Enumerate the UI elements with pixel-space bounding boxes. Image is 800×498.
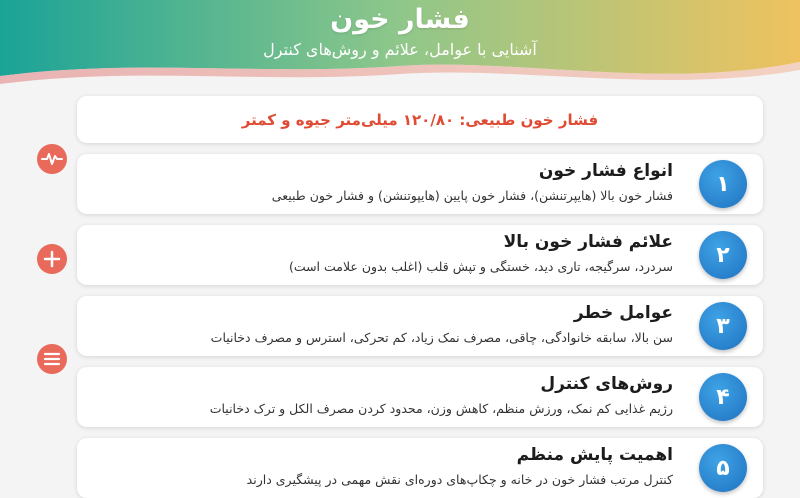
number-badge: ۳ bbox=[699, 302, 747, 350]
section-card-risk-factors bbox=[77, 296, 763, 356]
section-description: کنترل مرتب فشار خون در خانه و چکاپ‌های دوره‌ای نقش مهمی در پیشگیری دارند bbox=[246, 472, 673, 487]
section-description: رژیم غذایی کم نمک، ورزش منظم، کاهش وزن، محدود کردن مصرف الکل و ترک دخانیات bbox=[209, 401, 673, 416]
number-badge: ۲ bbox=[699, 231, 747, 279]
section-title: روش‌های کنترل bbox=[540, 374, 673, 394]
header-banner bbox=[0, 0, 800, 92]
section-description: فشار خون بالا (هایپرتنشن)، فشار خون پایین (هایپوتنشن) و فشار خون طبیعی bbox=[271, 188, 673, 203]
pulse-icon bbox=[37, 144, 67, 174]
section-description: سن بالا، سابقه خانوادگی، چاقی، مصرف نمک زیاد، کم تحرکی، استرس و مصرف دخانیات bbox=[210, 330, 673, 345]
section-title: علائم فشار خون بالا bbox=[503, 232, 673, 252]
section-card-types bbox=[77, 154, 763, 214]
section-title: اهمیت پایش منظم bbox=[516, 445, 673, 465]
number-badge: ۱ bbox=[699, 160, 747, 208]
menu-icon bbox=[37, 344, 67, 374]
number-badge: ۵ bbox=[699, 444, 747, 492]
section-title: انواع فشار خون bbox=[538, 161, 673, 181]
normal-range-box bbox=[77, 96, 763, 143]
page-title: فشار خون bbox=[330, 4, 470, 35]
normal-range-text: فشار خون طبیعی: ۱۲۰/۸۰ میلی‌متر جیوه و کمتر bbox=[241, 110, 599, 129]
section-description: سردرد، سرگیجه، تاری دید، خستگی و تپش قلب (اغلب بدون علامت است) bbox=[288, 259, 673, 274]
page-subtitle: آشنایی با عوامل، علائم و روش‌های کنترل bbox=[263, 40, 537, 59]
section-title: عوامل خطر bbox=[573, 303, 673, 323]
section-card-control-methods bbox=[77, 367, 763, 427]
plus-icon bbox=[37, 244, 67, 274]
number-badge: ۴ bbox=[699, 373, 747, 421]
section-card-monitoring bbox=[77, 438, 763, 498]
section-card-symptoms bbox=[77, 225, 763, 285]
